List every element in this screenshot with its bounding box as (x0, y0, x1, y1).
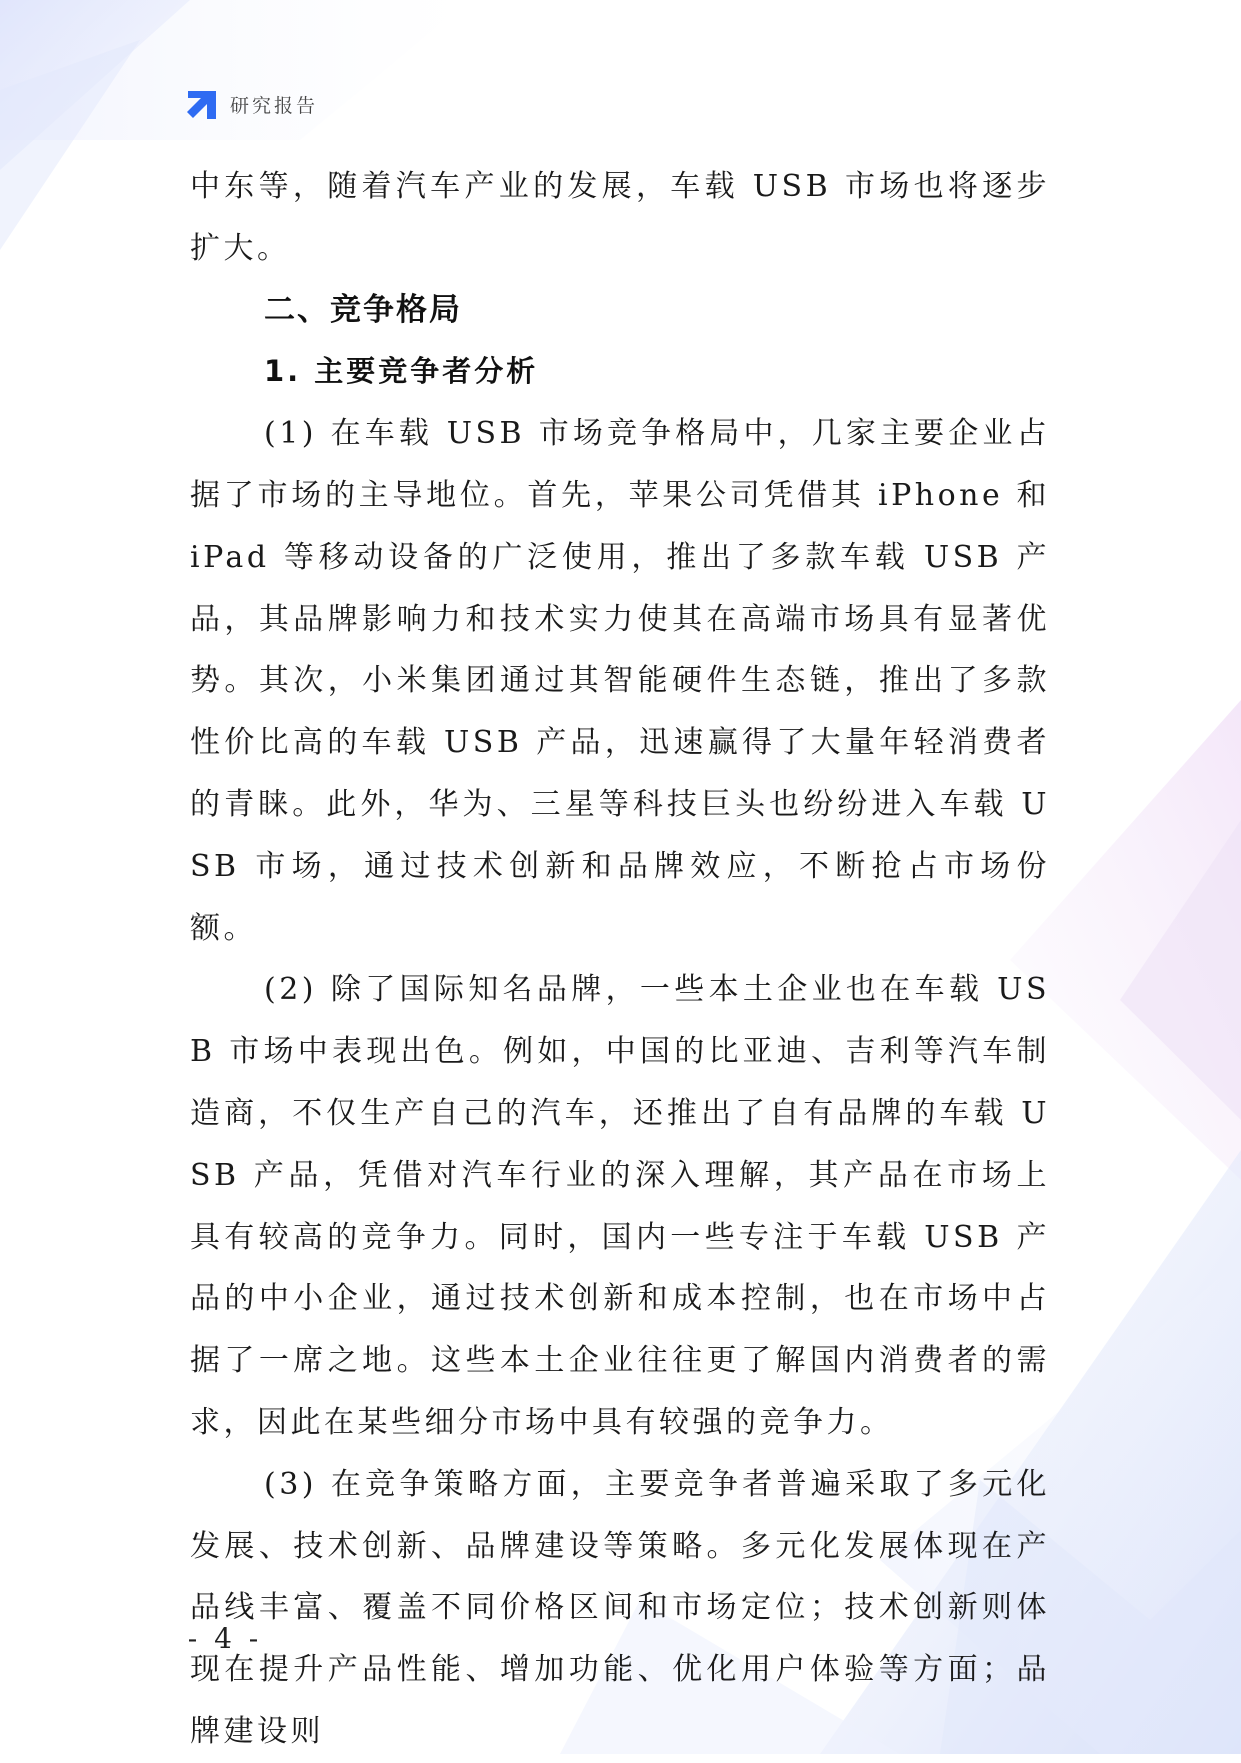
header-label: 研究报告 (230, 94, 319, 117)
sub-heading: 1. 主要竞争者分析 (264, 354, 539, 389)
paragraph-3: (3) 在竞争策略方面，主要竞争者普遍采取了多元化发展、技术创新、品牌建设等策略。多元化发展体现在产品线丰富、覆盖不同价格区间和市场定位；技术创新则体现在提升产品性能、增加功能、优化用户体验等方面；品牌建设则 (190, 1466, 1050, 1749)
paragraph-2: (2) 除了国际知名品牌，一些本土企业也在车载 USB 市场中表现出色。例如，中国的比亚迪、吉利等汽车制造商，不仅生产自己的汽车，还推出了自有品牌的车载 USB 产品，凭借对汽车行业的深入理解，其产品在市场上具有较高的竞争力。同时，国内一些专注于车载 USB 产品的中小企业，通过技术创新和成本控制，也在市场中占据了一席之地。这些本土企业往往更了解国内消费者的需求，因此在某些细分市场中具有较强的竞争力。 (190, 972, 1050, 1440)
diagonal-arrow-icon (186, 87, 220, 121)
page-number: - 4 - (187, 1622, 263, 1655)
continuation-paragraph: 中东等，随着汽车产业的发展，车载 USB 市场也将逐步扩大。 (190, 169, 1050, 266)
document-body (190, 156, 1050, 1763)
section-heading: 二、竞争格局 (264, 291, 462, 328)
page-header (186, 86, 318, 122)
paragraph-1: (1) 在车载 USB 市场竞争格局中，几家主要企业占据了市场的主导地位。首先，苹果公司凭借其 iPhone 和 iPad 等移动设备的广泛使用，推出了多款车载 USB 产品，其品牌影响力和技术实力使其在高端市场具有显著优势。其次，小米集团通过其智能硬件生态链，推出了多款性价比高的车载 USB 产品，迅速赢得了大量年轻消费者的青睐。此外，华为、三星等科技巨头也纷纷进入车载 USB 市场，通过技术创新和品牌效应，不断抢占市场份额。 (190, 416, 1050, 946)
